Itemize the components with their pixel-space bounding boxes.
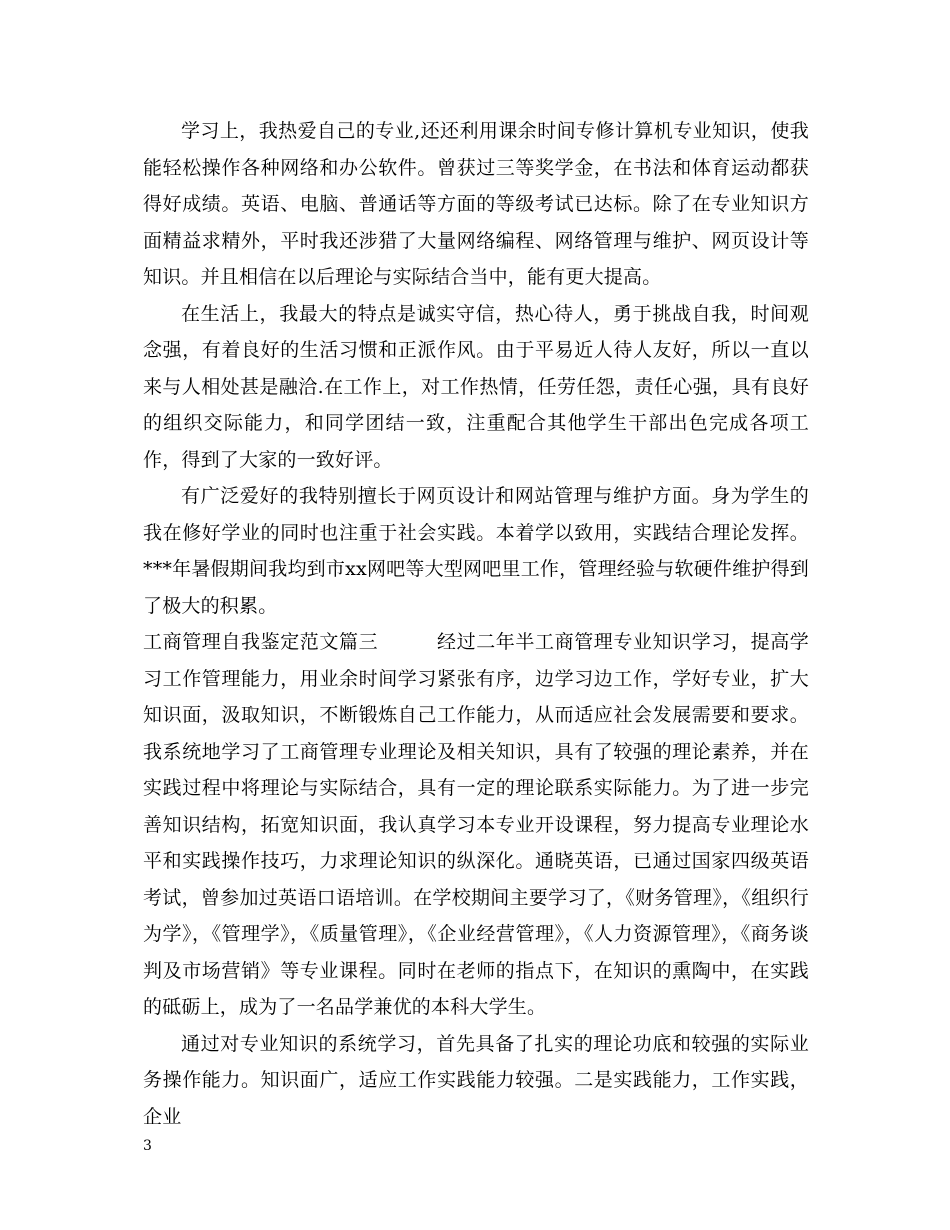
- paragraph-life: 在生活上，我最大的特点是诚实守信，热心待人，勇于挑战自我，时间观念强，有着良好的生活习惯和正派作风。由于平易近人待人友好，所以一直以来与人相处甚是融洽.在工作上，对工作热情，任劳任怨，责任心强，具有良好的组织交际能力，和同学团结一致，注重配合其他学生干部出色完成各项工作，得到了大家的一致好评。: [143, 302, 809, 471]
- paragraph-professional: 通过对专业知识的系统学习，首先具备了扎实的理论功底和较强的实际业务操作能力。知识面广，适应工作实践能力较强。二是实践能力，工作实践，企业: [143, 1032, 809, 1128]
- paragraph-hobbies: 有广泛爱好的我特别擅长于网页设计和网站管理与维护方面。身为学生的我在修好学业的同时也注重于社会实践。本着学以致用，实践结合理论发挥。***年暑假期间我均到市xx网吧等大型网吧里工作，管理经验与软硬件维护得到了极大的积累。: [143, 485, 809, 617]
- paragraph-section-three: 工商管理自我鉴定范文篇三 经过二年半工商管理专业知识学习，提高学习工作管理能力，用业余时间学习紧张有序，边学习边工作，学好专业，扩大知识面，汲取知识，不断锻炼自己工作能力，从而适应社会发展需要和要求。我系统地学习了工商管理专业理论及相关知识，具有了较强的理论素养，并在实践过程中将理论与实际结合，具有一定的理论联系实际能力。为了进一步完善知识结构，拓宽知识面，我认真学习本专业开设课程，努力提高专业理论水平和实践操作技巧，力求理论知识的纵深化。通晓英语，已通过国家四级英语考试，曾参加过英语口语培训。在学校期间主要学习了，《财务管理》，《组织行为学》，《管理学》，《质量管理》，《企业经营管理》，《人力资源管理》，《商务谈判及市场营销》等专业课程。同时在老师的指点下，在知识的熏陶中，在实践的砥砺上，成为了一名品学兼优的本科大学生。: [143, 631, 809, 1018]
- paragraph-study: 学习上，我热爱自己的专业,还还利用课余时间专修计算机专业知识，使我能轻松操作各种网络和办公软件。曾获过三等奖学金，在书法和体育运动都获得好成绩。英语、电脑、普通话等方面的等级考试已达标。除了在专业知识方面精益求精外，平时我还涉猎了大量网络编程、网络管理与维护、网页设计等知识。并且相信在以后理论与实际结合当中，能有更大提高。: [143, 120, 809, 288]
- body-text: [143, 113, 809, 1135]
- page-number: 3: [143, 1138, 152, 1154]
